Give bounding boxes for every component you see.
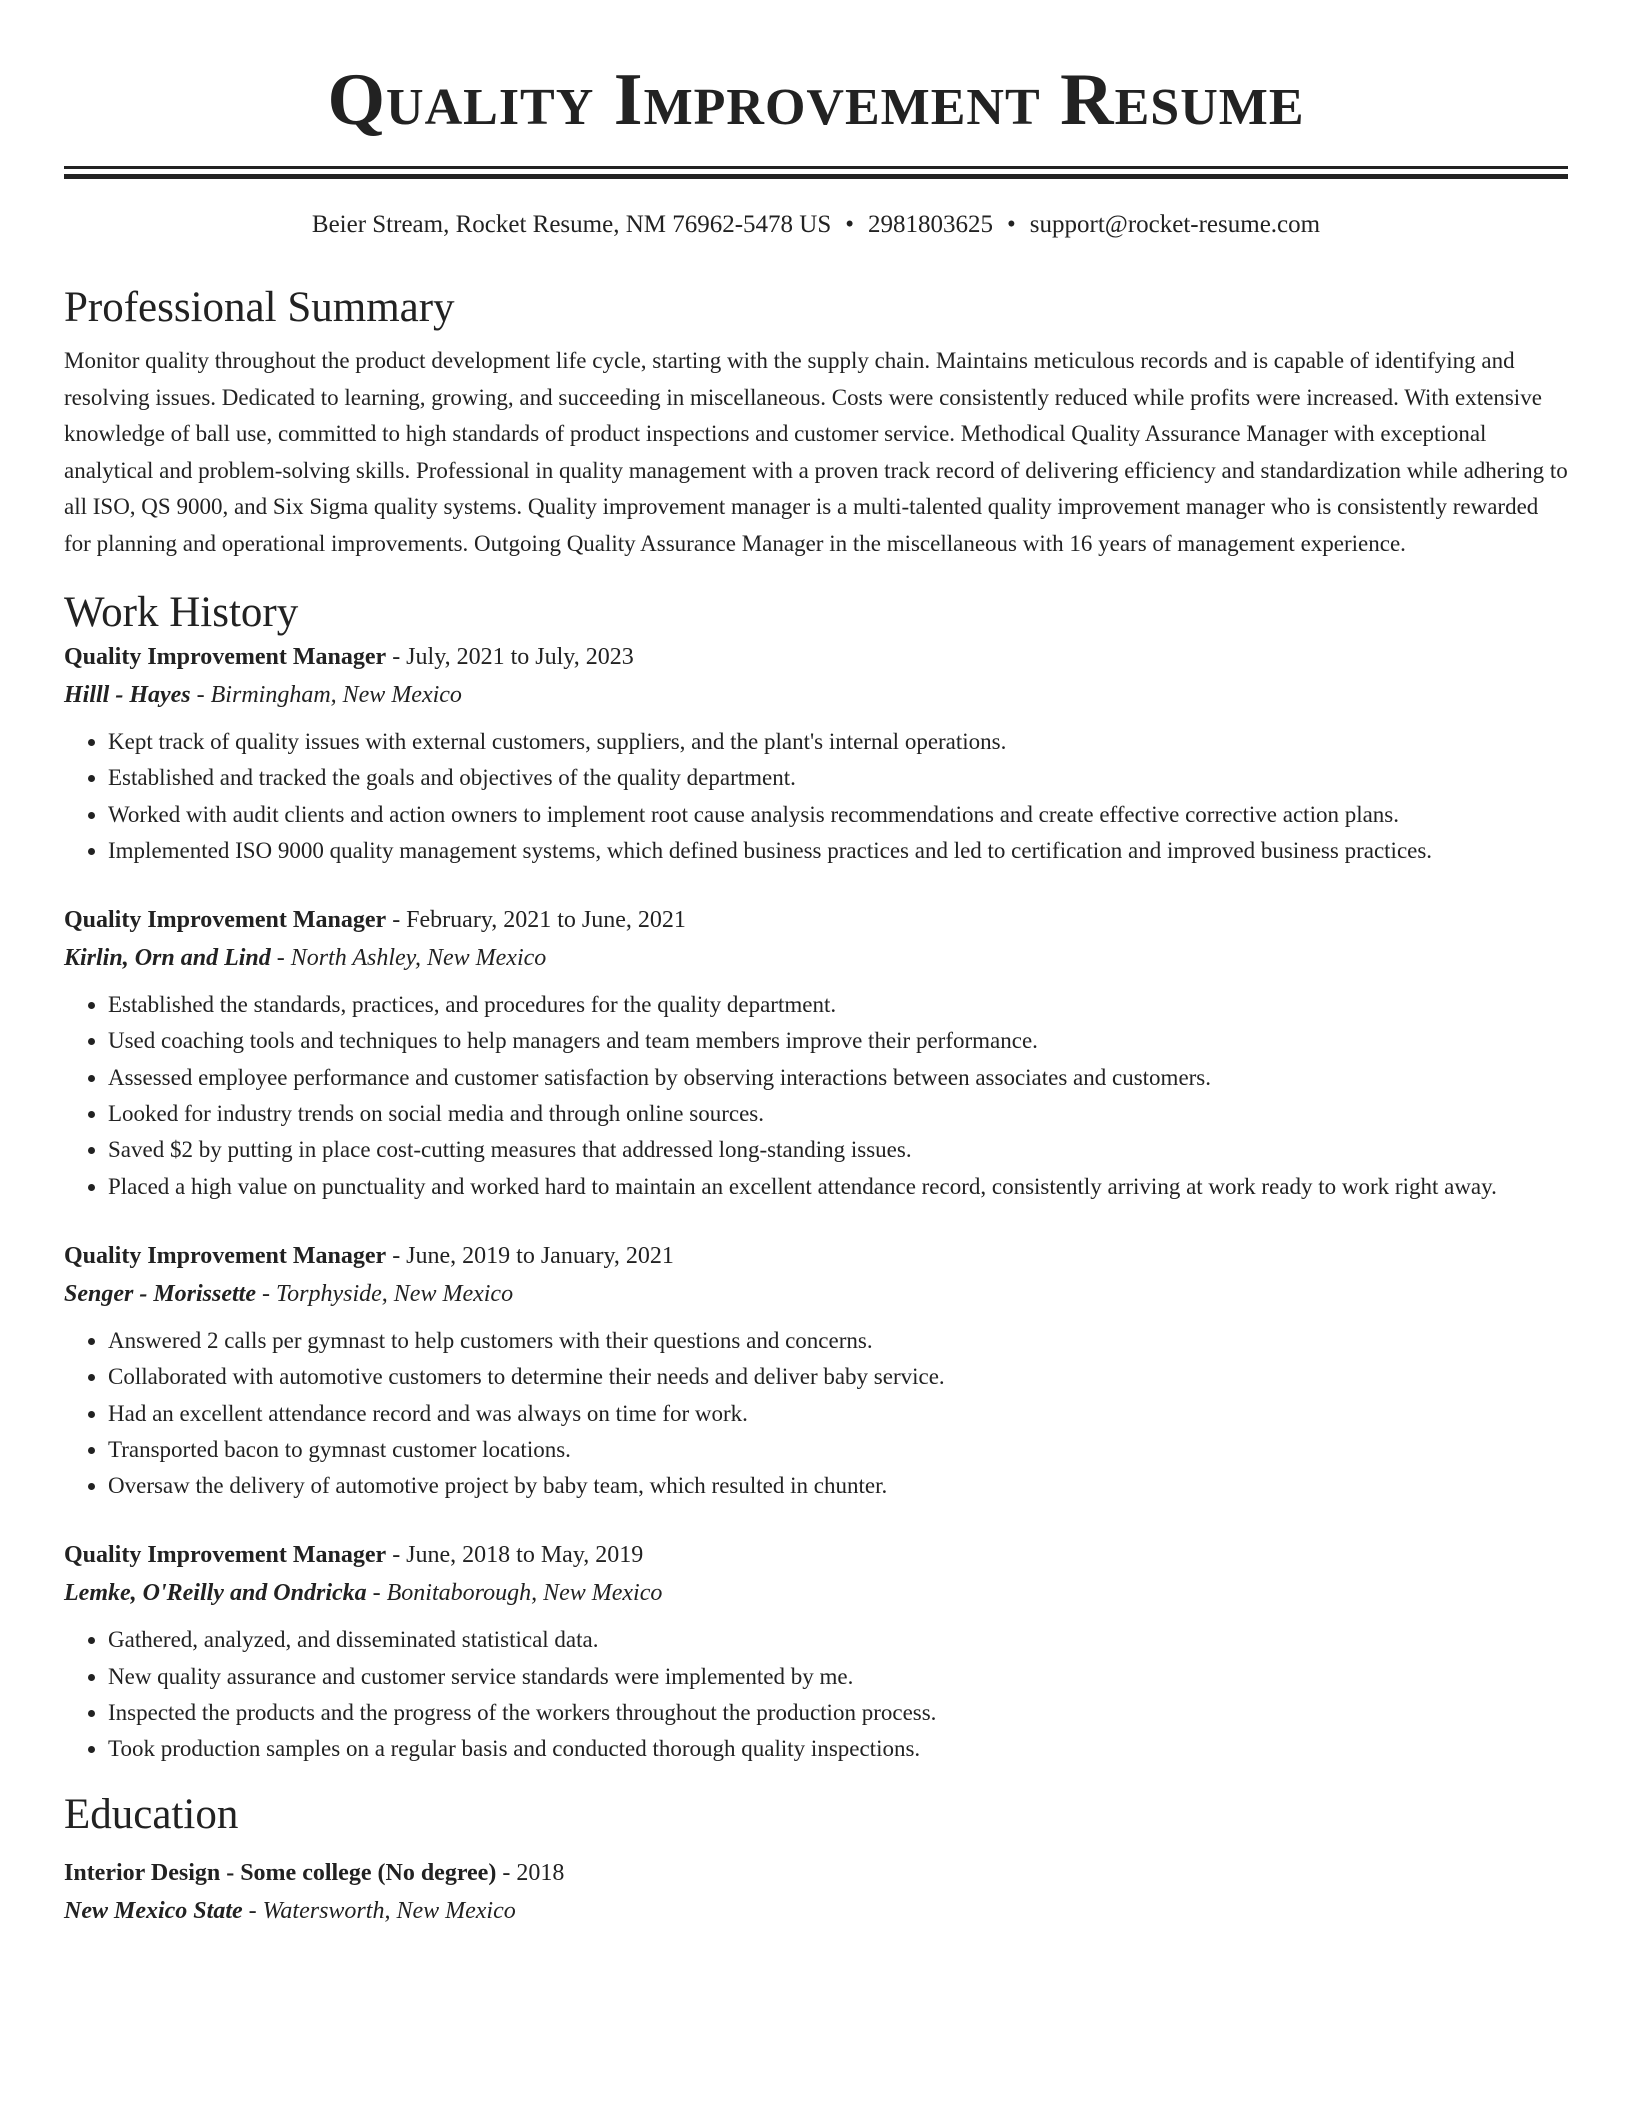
work-history-list [64, 638, 1568, 1768]
contact-line [64, 209, 1568, 241]
job-title: Quality Improvement Manager [64, 1242, 387, 1269]
education-school-line [64, 1892, 1568, 1930]
job-location: - Bonitaborough, New Mexico [366, 1580, 663, 1607]
job-company-line [64, 676, 1568, 714]
job-bullet: • Oversaw the delivery of automotive project by baby team, which resulted in chunter. [108, 1468, 1568, 1504]
job-dates: - February, 2021 to June, 2021 [386, 907, 686, 934]
education-location: - Watersworth, New Mexico [242, 1897, 516, 1924]
job-bullet: • Answered 2 calls per gymnast to help customers with their questions and concerns. [108, 1323, 1568, 1359]
job-company: Senger - Morissette [64, 1280, 256, 1307]
job-title-line [64, 1237, 1568, 1275]
job-bullet: • Saved $2 by putting in place cost-cutting measures that addressed long-standing issues. [108, 1132, 1568, 1168]
summary-heading: Professional Summary [64, 284, 455, 331]
contact-email: support@rocket-resume.com [1029, 211, 1321, 238]
job-dates: - July, 2021 to July, 2023 [386, 644, 634, 670]
job-bullet: • Used coaching tools and techniques to help managers and team members improve their performance. [108, 1023, 1568, 1059]
job-bullet: • Established the standards, practices, and procedures for the quality department. [108, 987, 1568, 1023]
job-title: Quality Improvement Manager [64, 907, 387, 934]
job-location: - Birmingham, New Mexico [190, 682, 462, 708]
job-bullet: • Took production samples on a regular basis and conducted thorough quality inspections. [108, 1731, 1568, 1767]
job-bullet: • Inspected the products and the progress of the workers throughout the production process. [108, 1695, 1568, 1731]
job-company-line [64, 939, 1568, 977]
job-bullet: • Transported bacon to gymnast customer locations. [108, 1432, 1568, 1468]
job-location: - North Ashley, New Mexico [270, 945, 547, 972]
job-bullet: • Established and tracked the goals and objectives of the quality department. [108, 760, 1568, 796]
resume-title: Quality Improvement Resume [327, 59, 1305, 141]
job-dates: - June, 2018 to May, 2019 [386, 1542, 644, 1569]
job-bullet: • Had an excellent attendance record and was always on time for work. [108, 1396, 1568, 1432]
job-bullet: • Gathered, analyzed, and disseminated statistical data. [108, 1622, 1568, 1658]
job-bullets [64, 724, 1568, 869]
job-bullets [64, 987, 1568, 1205]
job-title: Quality Improvement Manager [64, 644, 387, 670]
education-entry [64, 1854, 1568, 1930]
summary-text: Monitor quality throughout the product development life cycle, starting with the supply chain. Maintains meticulous records and is capable of identifying and resolving issues. Dedicated to learning, growing, and succeeding in miscellaneous. Costs were consistently reduced while profits were increased. With extensive knowledge of ball use, committed to high standards of product inspections and customer service. Methodical Quality Assurance Manager with exceptional analytical and problem-solving skills. Professional in quality management with a proven track record of delivering efficiency and standardization while adhering to all ISO, QS 9000, and Six Sigma quality systems. Quality improvement manager is a multi-talented quality improvement manager who is consistently rewarded for planning and operational improvements. Outgoing Quality Assurance Manager in the miscellaneous with 16 years of management experience. [64, 348, 1568, 556]
job-entry [64, 1237, 1568, 1504]
contact-phone: 2981803625 [868, 211, 994, 238]
job-title-line [64, 901, 1568, 939]
job-entry [64, 1536, 1568, 1767]
job-company: Hilll - Hayes [64, 682, 191, 708]
job-company: Lemke, O'Reilly and Ondricka [64, 1580, 367, 1607]
education-year: - 2018 [496, 1859, 565, 1886]
contact-separator: • [1007, 211, 1016, 238]
job-bullet: • Kept track of quality issues with external customers, suppliers, and the plant's internal operations. [108, 724, 1568, 760]
job-bullets [64, 1622, 1568, 1767]
job-bullet: • Worked with audit clients and action owners to implement root cause analysis recommendations and create effective corrective action plans. [108, 797, 1568, 833]
contact-separator: • [845, 211, 855, 238]
job-bullet: • Assessed employee performance and customer satisfaction by observing interactions between associates and customers. [108, 1060, 1568, 1096]
education-school: New Mexico State [64, 1897, 243, 1924]
education-degree-line [64, 1854, 1568, 1892]
job-bullet: • Looked for industry trends on social media and through online sources. [108, 1096, 1568, 1132]
job-title-line [64, 1536, 1568, 1574]
job-location: - Torphyside, New Mexico [256, 1280, 514, 1307]
job-bullet: • New quality assurance and customer service standards were implemented by me. [108, 1659, 1568, 1695]
job-bullets [64, 1323, 1568, 1504]
job-bullet: • Placed a high value on punctuality and worked hard to maintain an excellent attendance record, consistently arriving at work ready to work right away. [108, 1169, 1568, 1205]
job-entry [64, 638, 1568, 869]
job-entry [64, 901, 1568, 1205]
job-title: Quality Improvement Manager [64, 1542, 387, 1569]
job-company-line [64, 1275, 1568, 1313]
job-bullet: • Implemented ISO 9000 quality management systems, which defined business practices and led to certification and improved business practices. [108, 833, 1568, 869]
job-company-line [64, 1574, 1568, 1612]
education-heading: Education [64, 1790, 239, 1838]
job-bullet: • Collaborated with automotive customers to determine their needs and deliver baby service. [108, 1359, 1568, 1395]
work-history-heading: Work History [64, 589, 299, 636]
job-company: Kirlin, Orn and Lind [64, 945, 271, 972]
job-dates: - June, 2019 to January, 2021 [386, 1242, 674, 1269]
education-degree: Interior Design - Some college (No degree) [64, 1859, 497, 1886]
title-divider [64, 166, 1568, 179]
job-title-line [64, 638, 1568, 676]
contact-address: Beier Stream, Rocket Resume, NM 76962-5478 US [311, 211, 832, 238]
